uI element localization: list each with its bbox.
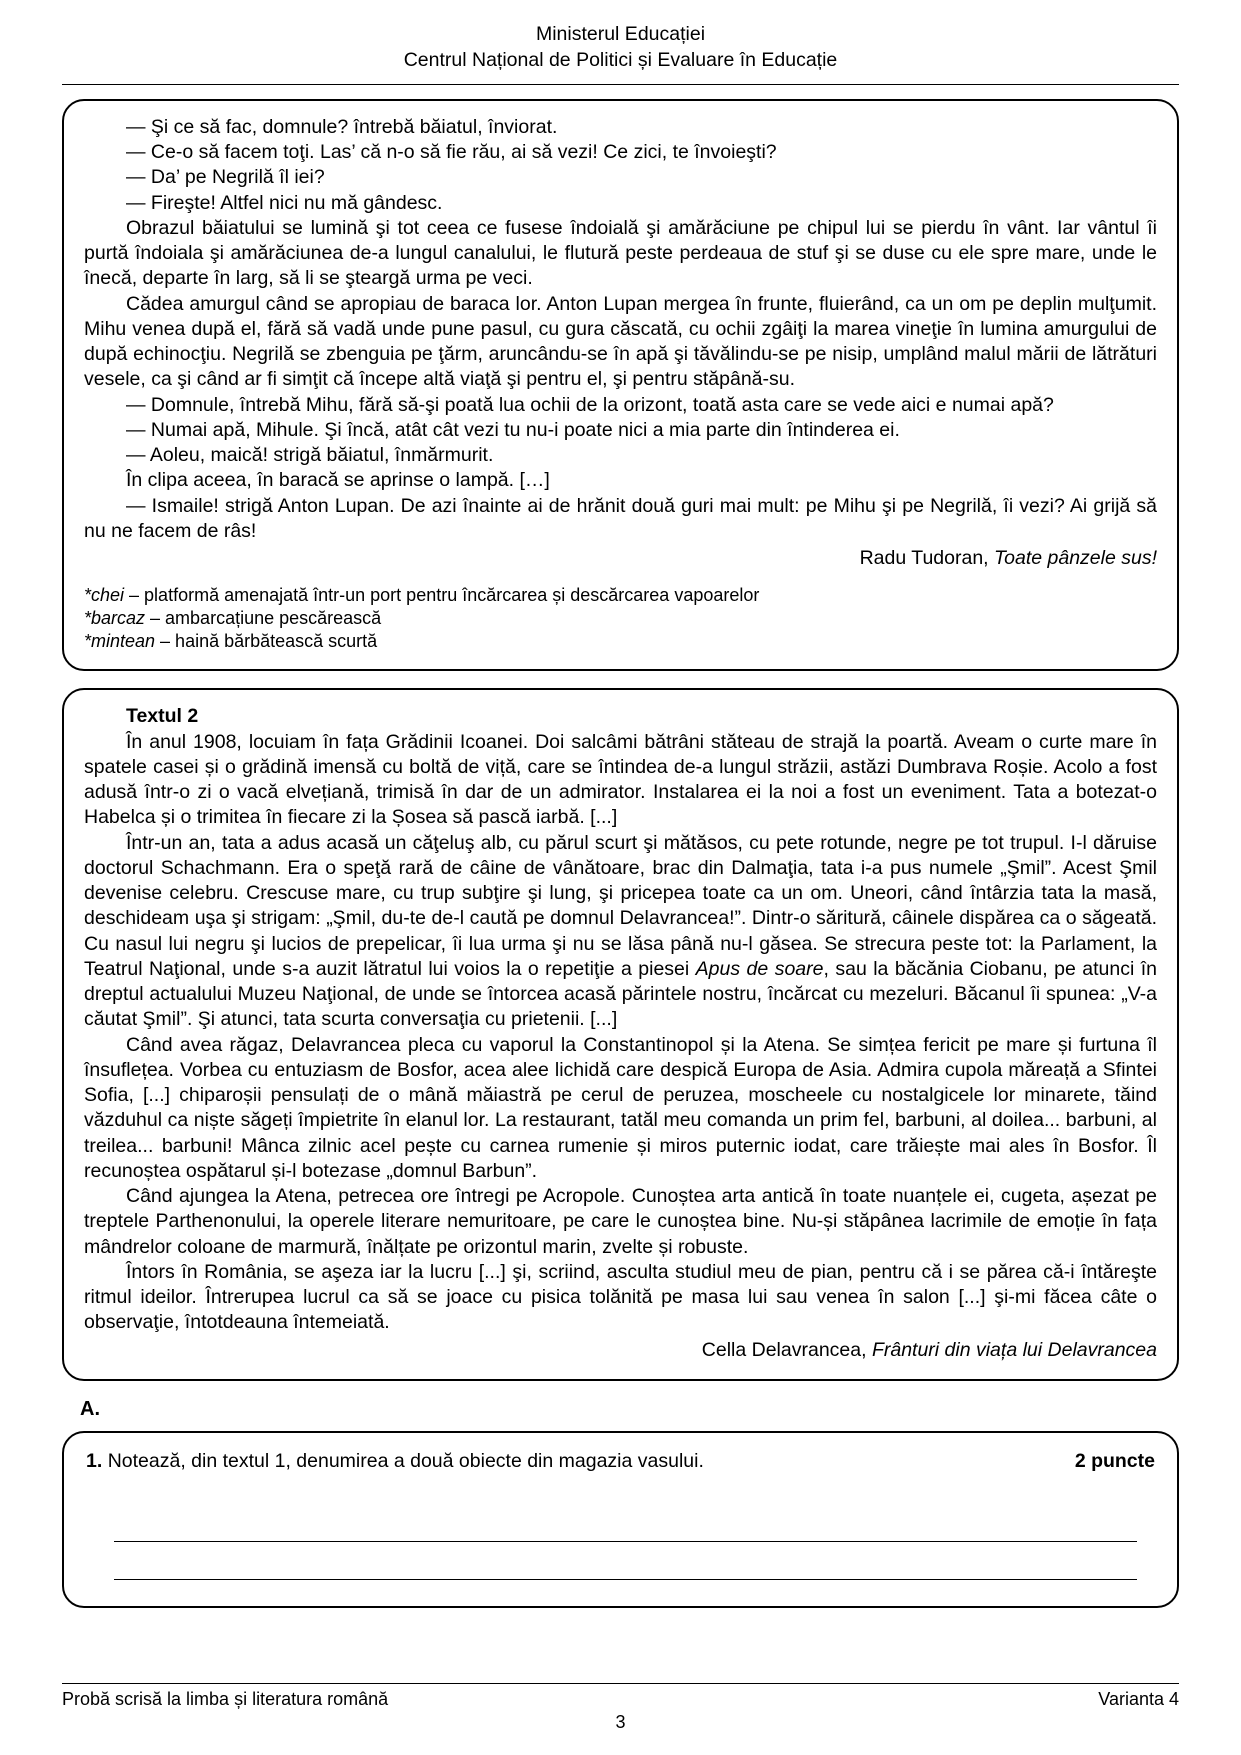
footnote-item — [84, 607, 1157, 630]
question-1-points: 2 puncte — [1074, 1449, 1155, 1472]
text-2-paragraph-part: Într-un an, tata a adus acasă un căţeluş alb, cu părul scurt şi mătăsos, cu pete rotunde, negre pe tot trupul. I-l dăruise doctorul Schachmann. Era o speţă rară de câine de vânătoare, brac din Dalmaţia, tata i-a pus numele „Şmil”. Acest Şmil devenise celebru. Crescuse mare, cu trup subţire şi lung, şi pricepea toate ca un om. Uneori, când întârzia tata la masă, deschideam uşa şi strigam: „Şmil, du-te de-l caută pe domnul Delavrancea!”. Dintr-o săritură, câinele dispărea ca o săgeată. Cu nasul lui negru şi lucios de prepelicar, îi lua urma şi nu se lăsa până nu-l găsea. Se strecura peste tot: la Parlament, la Teatrul Naţional, unde s-a auzit lătratul lui voios la o repetiţie a piesei — [84, 831, 1157, 980]
dialogue-line: — Fireşte! Altfel nici nu mă gândesc. — [126, 191, 443, 214]
question-1-prompt: Notează, din textul 1, denumirea a două obiecte din magazia vasului. — [107, 1449, 704, 1472]
section-label-a: A. — [80, 1397, 100, 1420]
text-2-paragraph-part: , sau la băcănia Ciobanu, pe atunci în dreptul actualului Muzeu Naţional, de unde se întorcea acasă părintele nostru, încărcat cu mezeluri. Băcanul îi spunea: „V-a căutat Şmil”. Şi atunci, tata scurta conversaţia cu prietenii. [...] — [84, 957, 1157, 1031]
footnote-item — [84, 630, 1157, 653]
footnote-term: *barcaz — [84, 608, 146, 629]
footnote-term: *chei — [84, 585, 125, 606]
footnote-item — [84, 584, 1157, 607]
text-1-paragraph: — Ismaile! strigă Anton Lupan. De azi înainte ai de hrănit două guri mai mult: pe Mihu şi pe Negrilă, îi vezi? Ai grijă să nu ne facem de râs! — [84, 494, 1157, 542]
footer-variant: Varianta 4 — [1098, 1689, 1179, 1709]
footer-divider — [62, 1683, 1179, 1684]
narration-line: În clipa aceea, în baracă se aprinse o lampă. […] — [126, 469, 550, 492]
text-1-box — [62, 99, 1179, 672]
footnote-term: *mintean — [84, 631, 156, 652]
question-1-number: 1. — [86, 1449, 103, 1472]
answer-line[interactable] — [114, 1504, 1137, 1542]
dialogue-line: — Numai apă, Mihule. Şi încă, atât cât vezi tu nu-i poate nici a mia parte din întinderea ei. — [126, 418, 900, 441]
document-footer — [62, 1683, 1179, 1733]
question-1-row — [86, 1449, 1155, 1474]
footnote-definition: – haină bărbătească scurtă — [155, 631, 378, 652]
text-1-paragraph: Obrazul băiatului se lumină şi tot ceea ce fusese îndoială şi amărăciune pe chipul lui se pierdu în vânt. Iar vântul îi purtă îndoiala şi amărăciunea de-a lungul canalului, le flutură peste perdeaua de stuf şi se duse cu ele spre mare, unde le înecă, departe în larg, să li se şteargă urma pe veci. — [84, 216, 1157, 290]
text-2-box — [62, 688, 1179, 1381]
text-1-footnotes — [84, 584, 1157, 653]
text-2-paragraph: În anul 1908, locuiam în fața Grădinii Icoanei. Doi salcâmi bătrâni stăteau de strajă la poartă. Aveam o curte mare în spatele casei și o grădină imensă cu boltă de viță, care se întindea de-a lungul străzii, astăzi Dumbrava Roșie. Acolo a fost adusă într-o zi o vacă elvețiană, trimisă în dar de un admirator. Instalarea ei la noi a fost un eveniment. Tata a botezat-o Habelca și o trimitea în fiecare zi la Șosea să pască iarbă. [...] — [84, 730, 1157, 829]
footer-row — [62, 1689, 1179, 1710]
question-1-text — [86, 1449, 1075, 1474]
dialogue-line: — Domnule, întrebă Mihu, fără să-şi poată lua ochii de la orizont, toată asta care se vede aici e numai apă? — [126, 393, 1054, 416]
dialogue-line: — Şi ce să fac, domnule? întrebă băiatul, înviorat. — [126, 115, 558, 138]
text-2-author: Cella Delavrancea, — [701, 1338, 872, 1361]
text-1-attribution — [84, 546, 1157, 571]
document-header — [62, 22, 1179, 80]
question-1-box — [62, 1431, 1179, 1608]
ministry-line: Ministerul Educației — [535, 23, 706, 45]
answer-line[interactable] — [114, 1542, 1137, 1580]
footer-page-number: 3 — [615, 1712, 626, 1732]
footnote-definition: – platformă amenajată într-un port pentru încărcarea și descărcarea vapoarelor — [124, 585, 760, 606]
footer-exam-name: Probă scrisă la limba și literatura română — [62, 1689, 389, 1709]
text-2-paragraph: Când ajungea la Atena, petrecea ore întregi pe Acropole. Cunoștea arta antică în toate nuanțele ei, cugeta, așezat pe treptele Parthenonului, la operele literare nemuritoare, pe care le cunoștea bine. Nu-și stăpânea lacrimile de emoție în fața mândrelor coloane de marmură, înălțate pe orizontul marin, zvelte și robuste. — [84, 1185, 1157, 1258]
text-2-title: Textul 2 — [126, 705, 199, 728]
text-2-paragraph — [84, 831, 1157, 1033]
text-2-attribution — [84, 1338, 1157, 1363]
play-title: Apus de soare — [695, 957, 824, 980]
text-2-work-title: Frânturi din viața lui Delavrancea — [871, 1338, 1157, 1361]
dialogue-line: — Da’ pe Negrilă îl iei? — [126, 166, 325, 189]
text-1-paragraph: Cădea amurgul când se apropiau de baraca lor. Anton Lupan mergea în frunte, fluierând, ca un om pe deplin mulţumit. Mihu venea după el, fără să vadă unde pune pasul, cu gura căscată, cu ochii zgâiţi la marea vineţie în lumina amurgului de după echinocţiu. Negrilă se zbenguia pe ţărm, aruncându-se în apă şi tăvălindu-se pe nisip, umplând malul mării de lătrături vesele, ca şi când ar fi simţit că începe altă viaţă şi pentru el, şi pentru stăpână-su. — [84, 292, 1157, 391]
dialogue-line: — Ce-o să facem toţi. Las’ că n-o să fie rău, ai să vezi! Ce zici, te învoieşti? — [126, 141, 777, 164]
text-2-paragraph: Întors în România, se aşeza iar la lucru [...] şi, scriind, asculta studiul meu de pian, pentru că i se părea că-i întăreşte ritmul ideilor. Întrerupea lucrul ca să se joace cu pisica tolănită pe masa lui sau venea în salon [...] şi-mi făcea câte o observaţie, întotdeauna întemeiată. — [84, 1260, 1157, 1334]
center-line: Centrul Național de Politici și Evaluare în Educație — [403, 48, 838, 71]
footnote-definition: – ambarcațiune pescărească — [145, 608, 382, 629]
header-divider — [62, 84, 1179, 85]
text-2-paragraph: Când avea răgaz, Delavrancea pleca cu vaporul la Constantinopol și la Atena. Se simțea fericit pe mare și furtuna îl însuflețea. Vorbea cu entuziasm de Bosfor, acea alee lichidă care despică Europa de Asia. Admira cupola măreață a Sfintei Sofia, [...] chiparoșii pensulați de o mână măiastră pe cerul de peruzea, moscheele cu nostalgicele lor minarete, tăind văzduhul ca niște săgeți împietrite în elanul lor. La restaurant, tatăl meu comanda un prim fel, barbuni, al doilea... barbuni, al treilea... barbuni! Mânca zilnic acel pește cu carnea rumenie și miros puternic iodat, care trăiește mai ales în Bosfor. Îl recunoștea ospătarul și-l botezase „domnul Barbun”. — [84, 1033, 1157, 1182]
text-1-author: Radu Tudoran, — [859, 547, 995, 570]
text-1-work-title: Toate pânzele sus! — [994, 547, 1157, 570]
dialogue-line: — Aoleu, maică! strigă băiatul, înmărmurit. — [126, 444, 494, 467]
answer-lines — [86, 1504, 1155, 1580]
